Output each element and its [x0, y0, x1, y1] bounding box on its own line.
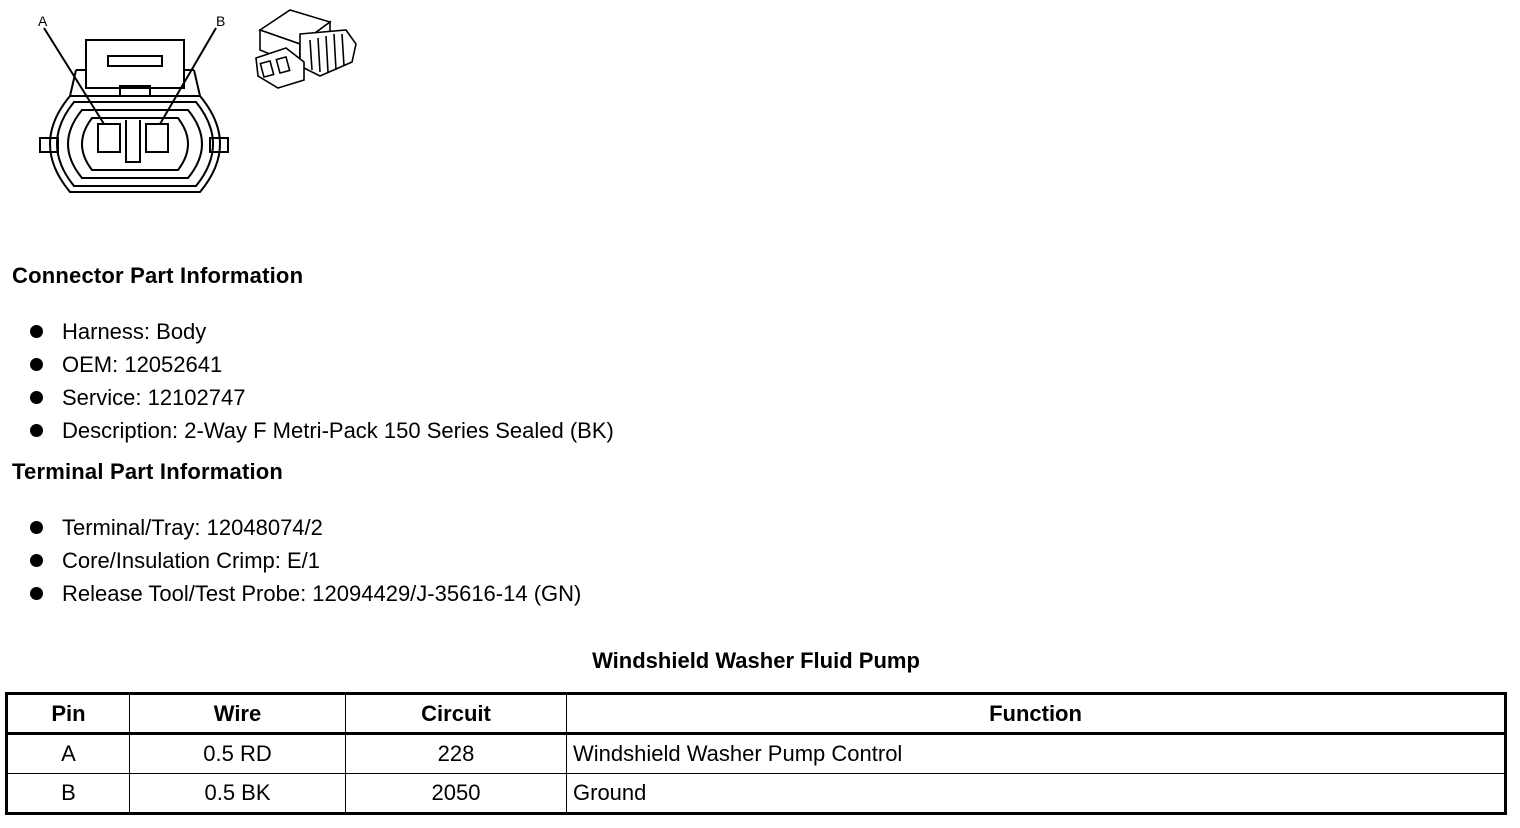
terminal-info-heading: Terminal Part Information [12, 459, 284, 484]
pin-table-title: Windshield Washer Fluid Pump [592, 648, 920, 673]
cell-pin: A [7, 734, 130, 774]
connector-lock-tab [86, 40, 184, 88]
pin-a-cavity [98, 124, 120, 152]
list-item: Service: 12102747 [30, 381, 614, 414]
bullet-icon [30, 521, 43, 534]
cell-circuit: 228 [346, 734, 567, 774]
connector-isometric-icon [256, 10, 356, 88]
terminal-info-list [30, 511, 581, 610]
list-item: Description: 2-Way F Metri-Pack 150 Series Sealed (BK) [30, 414, 614, 447]
connector-info-heading: Connector Part Information [12, 263, 304, 288]
connector-diagram [0, 0, 380, 220]
pin-table [5, 692, 1507, 815]
cell-circuit: 2050 [346, 774, 567, 814]
table-row [7, 734, 1506, 774]
column-header-wire: Wire [130, 694, 346, 734]
list-item: Harness: Body [30, 315, 614, 348]
bullet-icon [30, 391, 43, 404]
bullet-icon [30, 424, 43, 437]
table-row [7, 774, 1506, 814]
column-header-pin: Pin [7, 694, 130, 734]
list-item: Core/Insulation Crimp: E/1 [30, 544, 581, 577]
list-item: OEM: 12052641 [30, 348, 614, 381]
bullet-icon [30, 587, 43, 600]
bullet-icon [30, 554, 43, 567]
list-item: Terminal/Tray: 12048074/2 [30, 511, 581, 544]
cell-wire: 0.5 RD [130, 734, 346, 774]
cell-wire: 0.5 BK [130, 774, 346, 814]
cell-function: Ground [567, 774, 1506, 814]
column-header-circuit: Circuit [346, 694, 567, 734]
pin-b-cavity [146, 124, 168, 152]
pin-a-leader [44, 28, 104, 124]
connector-info-list [30, 315, 614, 447]
pin-b-callout: B [216, 13, 226, 29]
cell-pin: B [7, 774, 130, 814]
list-item: Release Tool/Test Probe: 12094429/J-35616-14 (GN) [30, 577, 581, 610]
cell-function: Windshield Washer Pump Control [567, 734, 1506, 774]
table-header-row [7, 694, 1506, 734]
connector-lock-slot [108, 56, 162, 66]
column-header-function: Function [567, 694, 1506, 734]
pin-a-callout: A [38, 13, 48, 29]
bullet-icon [30, 325, 43, 338]
bullet-icon [30, 358, 43, 371]
